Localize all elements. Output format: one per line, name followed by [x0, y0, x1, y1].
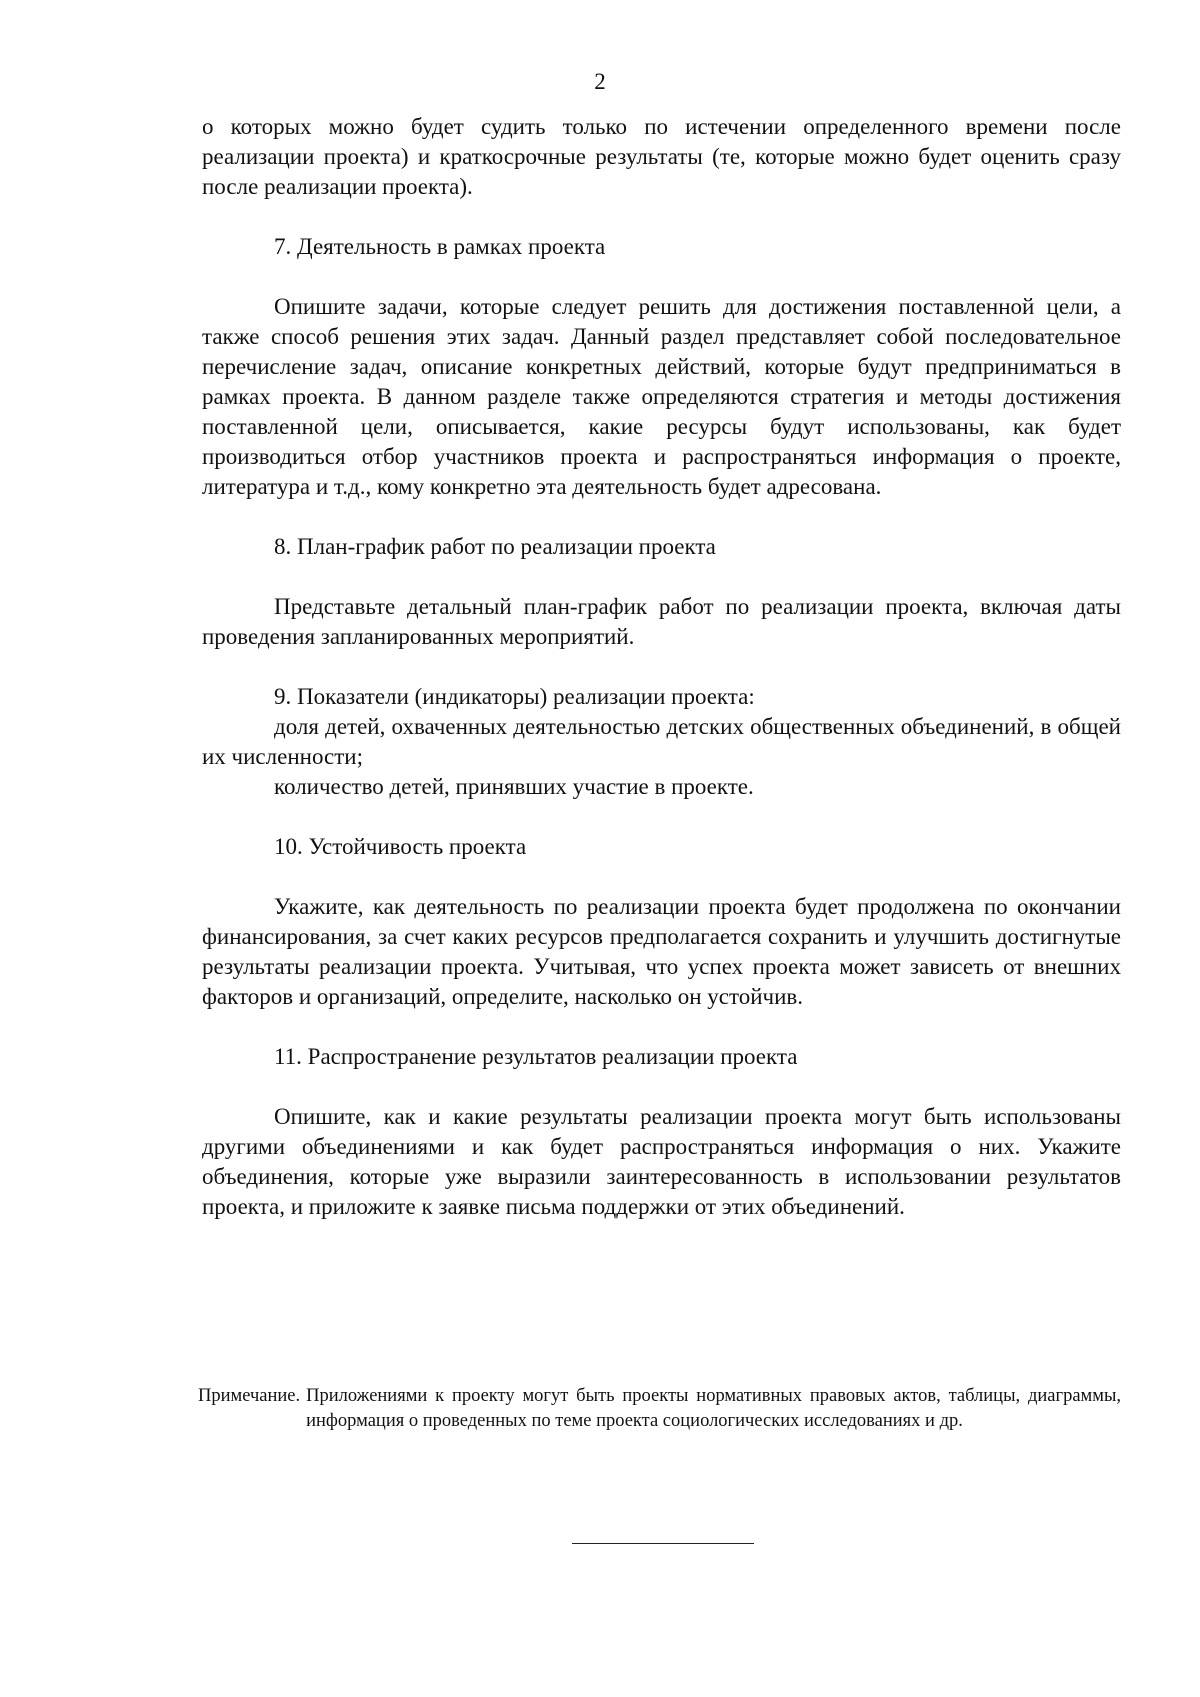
page-number: 2	[594, 69, 606, 94]
note-label: Примечание.	[198, 1386, 301, 1406]
section-7-text: Опишите задачи, которые следует решить для достижения поставленной цели, а также способ решения этих задач. Данный раздел представляет собой последовательное перечисление задач, описание конкретных действий, которые будут предприниматься в рамках проекта. В данном разделе также определяются стратегия и методы достижения поставленной цели, описывается, какие ресурсы будут использованы, как будет производиться отбор участников проекта и распространяться информация о проекте, литература и т.д., кому конкретно эта деятельность будет адресована.	[202, 294, 1121, 499]
footnote	[198, 1384, 1121, 1434]
section-10-heading: 10. Устойчивость проекта	[274, 834, 527, 859]
indicator-item: доля детей, охваченных деятельностью детских общественных объединений, в общей их численности;	[202, 714, 1121, 769]
intro-paragraph-tail: о которых можно будет судить только по истечении определенного времени после реализации проекта) и краткосрочные результаты (те, которые можно будет оценить сразу после реализации проекта).	[202, 114, 1121, 199]
section-9-heading: 9. Показатели (индикаторы) реализации проекта:	[274, 684, 755, 709]
indicator-item: количество детей, принявших участие в проекте.	[274, 774, 754, 799]
section-11-heading: 11. Распространение результатов реализации проекта	[274, 1044, 798, 1069]
section-7-heading: 7. Деятельность в рамках проекта	[274, 234, 606, 259]
end-rule	[572, 1543, 754, 1544]
section-10-text: Укажите, как деятельность по реализации проекта будет продолжена по окончании финансирования, за счет каких ресурсов предполагается сохранить и улучшить достигнутые результаты реализации проекта. Учитывая, что успех проекта может зависеть от внешних факторов и организаций, определите, насколько он устойчив.	[202, 894, 1121, 1009]
document-body	[202, 112, 1121, 1222]
section-8-text: Представьте детальный план-график работ по реализации проекта, включая даты проведения запланированных мероприятий.	[202, 594, 1121, 649]
section-8-heading: 8. План-график работ по реализации проекта	[274, 534, 716, 559]
section-11-text: Опишите, как и какие результаты реализации проекта могут быть использованы другими объединениями и как будет распространяться информация о них. Укажите объединения, которые уже выразили заинтересованность в использовании результатов проекта, и приложите к заявке письма поддержки от этих объединений.	[202, 1104, 1121, 1219]
note-text: Приложениями к проекту могут быть проекты нормативных правовых актов, таблицы, диаграммы, информация о проведенных по теме проекта социологических исследованиях и др.	[306, 1386, 1121, 1431]
